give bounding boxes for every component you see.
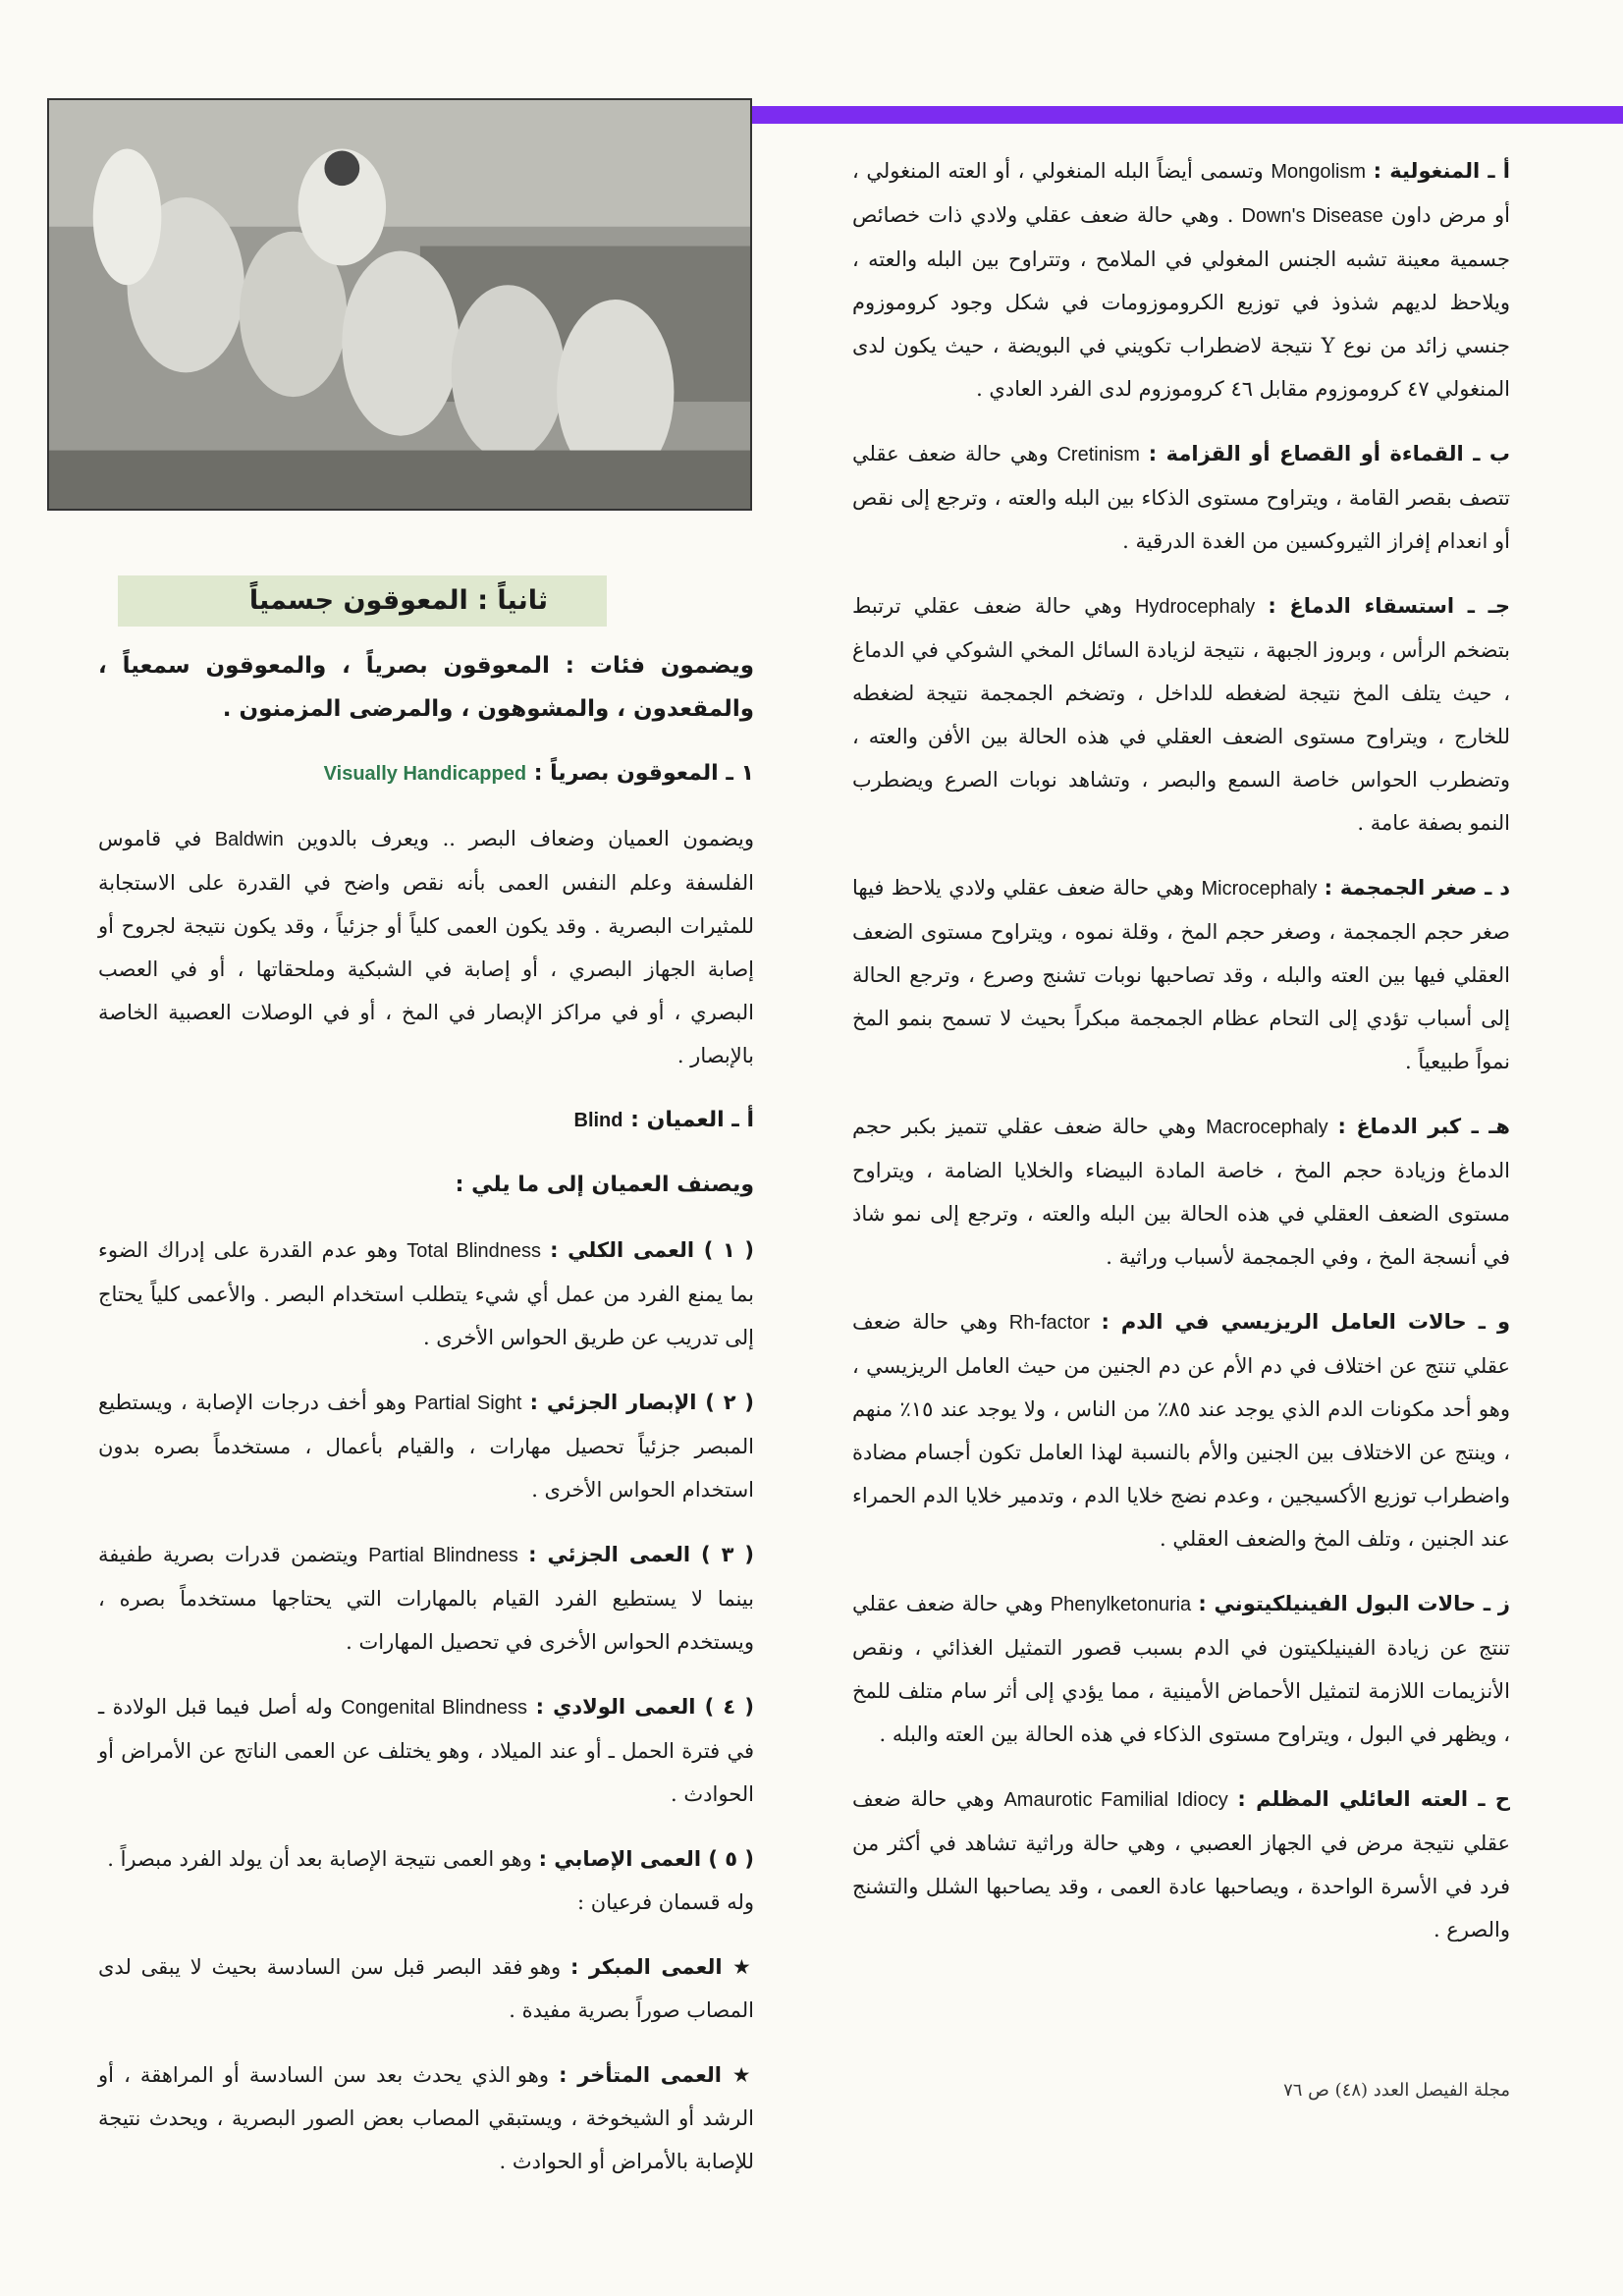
section-banner: ثانياً : المعوقون جسمياً [118, 575, 607, 627]
text-partial-sight: وهو أخف درجات الإصابة ، ويستطيع المبصر جزئياً تحصيل مهارات ، والقيام بأعمال ، مستخدماً بصره بدون استخدام الحواس الأخرى . [98, 1391, 754, 1502]
classroom-photo [47, 98, 752, 511]
heading-cretinism: ب ـ القماءة أو القصاع أو القزامة : [1148, 442, 1510, 465]
text-phenylketonuria: وهي حالة ضعف عقلي تنتج عن زيادة الفينيلكيتون في الدم بسبب قصور التمثيل الغذائي ، ونقص الأنزيمات اللازمة لتمثيل الأحماض الأمينية ، مما يؤدي إلى أثر سام متلف للمخ ، ويظهر في البول ، ويتراوح مستوى الذكاء في هذه الحالة بين العته والبله . [852, 1592, 1510, 1746]
term-downs-disease: Down's Disease [1241, 205, 1383, 227]
subheading-blind [98, 1099, 754, 1142]
section-intro: ويضمون فئات : المعوقون بصرياً ، والمعوقون سمعياً ، والمقعدون ، والمشوهون ، والمرضى المزمنون . [98, 653, 754, 722]
item-early-blindness [98, 1945, 754, 2032]
paragraph-amaurotic-idiocy [852, 1777, 1510, 1951]
item-partial-sight [98, 1381, 754, 1511]
heading-microcephaly: د ـ صغر الجمجمة : [1324, 876, 1510, 900]
right-column [852, 149, 1510, 1973]
label-injury-blindness: ( ٥ ) العمى الإصابي : [538, 1847, 754, 1871]
label-partial-sight: ( ٢ ) الإبصار الجزئي : [529, 1391, 754, 1414]
branches-text: وله قسمان فرعيان : [577, 1890, 754, 1914]
classify-heading: ويصنف العميان إلى ما يلي : [455, 1173, 754, 1197]
paragraph-hydrocephaly [852, 584, 1510, 845]
heading-rh-factor: و ـ حالات العامل الريزيسي في الدم : [1101, 1310, 1510, 1334]
blind-label: أ ـ العميان : [630, 1108, 754, 1132]
heading-mongolism: أ ـ المنغولية : [1373, 159, 1511, 183]
term-congenital-blindness: Congenital Blindness [341, 1697, 528, 1719]
text-early-blindness: وهو فقد البصر قبل سن السادسة بحيث لا يبقى لدى المصاب صوراً بصرية مفيدة . [98, 1955, 754, 2022]
heading-amaurotic-idiocy: ح ـ العته العائلي المظلم : [1237, 1787, 1511, 1811]
term-macrocephaly: Macrocephaly [1206, 1117, 1328, 1138]
heading-phenylketonuria: ز ـ حالات البول الفينيلكيتوني : [1198, 1592, 1510, 1615]
visual-label: ١ ـ المعوقون بصرياً : [533, 761, 754, 786]
text-microcephaly: وهي حالة ضعف عقلي ولادي يلاحظ فيها صغر حجم الجمجمة ، وصغر حجم المخ ، وقلة نموه ، ويتراوح مستوى الضعف العقلي فيها بين العته والبله ، وقد تصاحبها نوبات تشنج وصرع ، وترجع الحالة إلى أسباب تؤدي إلى التحام عظام الجمجمة مبكراً بحيث لا تسمح بنمو المخ نمواً طبيعياً . [852, 876, 1510, 1073]
text-macrocephaly: وهي حالة ضعف عقلي تتميز بكبر حجم الدماغ وزيادة حجم المخ ، خاصة المادة البيضاء والخلايا الضامة ، ويتراوح مستوى الضعف العقلي في هذه الحالة بين البله والعته ، وترجع إلى نمو شاذ في أنسجة المخ ، وفي الجمجمة لأسباب وراثية . [852, 1115, 1510, 1269]
item-late-blindness [98, 2053, 754, 2183]
text-congenital-blindness: وله أصل فيما قبل الولادة ـ في فترة الحمل ـ أو عند الميلاد ، وهو يختلف عن العمى الناتج عن الأمراض أو الحوادث . [98, 1695, 754, 1806]
paragraph-macrocephaly [852, 1105, 1510, 1279]
term-visually-handicapped: Visually Handicapped [323, 763, 527, 785]
top-accent-bar [752, 106, 1623, 124]
text-late-blindness: وهو الذي يحدث بعد سن السادسة أو المراهقة ، أو الرشد أو الشيخوخة ، ويستبقي المصاب بعض الصور البصرية ، ويحدث نتيجة للإصابة بالأمراض أو الحوادث . [98, 2063, 754, 2173]
term-baldwin: Baldwin [214, 829, 284, 850]
text-rh-factor: وهي حالة ضعف عقلي تنتج عن اختلاف في دم الأم عن دم الجنين من حيث العامل الريزيسي ، وهو أحد مكونات الدم الذي يوجد عند ٨٥٪ من الناس ، ولا يوجد عند ١٥٪ منهم ، وينتج عن الاختلاف بين الجنين والأم بالنسبة لهذا العامل تكون أجسام مضادة واضطراب توزيع الأكسيجين ، وعدم نضج خلايا الدم ، وتدمير خلايا الدم الحمراء عند الجنين ، وتلف المخ والضعف العقلي . [852, 1310, 1510, 1551]
term-mongolism: Mongolism [1271, 161, 1367, 183]
item-injury-blindness [98, 1837, 754, 1924]
term-microcephaly: Microcephaly [1201, 878, 1318, 900]
left-column [98, 575, 754, 2205]
term-rh-factor: Rh-factor [1008, 1312, 1090, 1334]
label-congenital-blindness: ( ٤ ) العمى الولادي : [535, 1695, 754, 1719]
label-total-blindness: ( ١ ) العمى الكلي : [550, 1238, 754, 1262]
text-cretinism: وهي حالة ضعف عقلي تتصف بقصر القامة ، ويتراوح مستوى الذكاء بين البله والعته ، وترجع إلى نقص أو انعدام إفراز الثيروكسين من الغدة الدرقية . [852, 442, 1510, 553]
paragraph-rh-factor [852, 1300, 1510, 1560]
subheading-visual [98, 752, 754, 795]
paragraph-microcephaly [852, 866, 1510, 1083]
item-partial-blindness [98, 1533, 754, 1664]
paragraph-cretinism [852, 432, 1510, 563]
text-total-blindness: وهو عدم القدرة على إدراك الضوء بما يمنع الفرد من عمل أي شيء يتطلب استخدام البصر . والأعمى كلياً يحتاج إلى تدريب عن طريق الحواس الأخرى . [98, 1238, 754, 1349]
visual-text-a: ويضمون العميان وضعاف البصر .. ويعرف بالدوين [297, 827, 754, 850]
term-amaurotic-idiocy: Amaurotic Familial Idiocy [1003, 1789, 1228, 1811]
term-blind: Blind [573, 1110, 623, 1131]
text-partial-blindness: ويتضمن قدرات بصرية طفيفة بينما لا يستطيع الفرد القيام بالمهارات التي يحتاجها مستخدماً بصره ، ويستخدم الحواس الأخرى في تحصيل المهارات . [98, 1543, 754, 1654]
heading-macrocephaly: هـ ـ كبر الدماغ : [1337, 1115, 1510, 1138]
text-mongolism-a: وتسمى أيضاً البله المنغولي ، أو العته المنغولي ، أو مرض داون [852, 159, 1510, 227]
item-total-blindness [98, 1229, 754, 1359]
visual-text-b: في قاموس الفلسفة وعلم النفس العمى بأنه نقص واضح في القدرة على الاستجابة للمثيرات البصرية . وقد يكون العمى كلياً أو جزئياً ، وقد يكون نتيجة لجروح أو إصابة الجهاز البصري ، أو إصابة في الشبكية وملحقاتها ، أو في العصب البصري ، أو في مراكز الإبصار في المخ ، أو في الوصلات العصبية الخاصة بالإبصار . [98, 827, 754, 1067]
text-hydrocephaly: وهي حالة ضعف عقلي ترتبط بتضخم الرأس ، وبروز الجبهة ، نتيجة لزيادة السائل المخي الشوكي في الدماغ ، حيث يتلف المخ نتيجة لضغطه للداخل ، وتضخم الجمجمة نتيجة لضغطه للخارج ، ويتراوح مستوى الضعف العقلي في هذه الحالة بين الأفن والعته ، وتضطرب الحواس خاصة السمع والبصر ، وتشاهد نوبات الصرع ويضطرب النمو بصفة عامة . [852, 594, 1510, 835]
text-mongolism-b: . وهي حالة ضعف عقلي ولادي ذات خصائص جسمية معينة تشبه الجنس المغولي في الملامح ، وتتراوح بين البله والعته ، ويلاحظ لديهم شذوذ في توزيع الكروموزومات في شكل وجود كروموزوم جنسي زائد من نوع Y نتيجة لاضطراب تكويني في البويضة ، حيث يكون لدى المنغولي ٤٧ كروموزوم مقابل ٤٦ كروموزوم لدى الفرد العادي . [852, 203, 1510, 401]
item-congenital-blindness [98, 1685, 754, 1816]
paragraph-phenylketonuria [852, 1582, 1510, 1756]
label-early-blindness: ★ العمى المبكر : [570, 1955, 754, 1979]
label-late-blindness: ★ العمى المتأخر : [559, 2063, 754, 2087]
text-injury-blindness: وهو العمى نتيجة الإصابة بعد أن يولد الفرد مبصراً . [107, 1847, 532, 1871]
paragraph-mongolism [852, 149, 1510, 410]
term-cretinism: Cretinism [1056, 444, 1140, 465]
term-partial-blindness: Partial Blindness [368, 1545, 518, 1566]
paragraph-visual [98, 817, 754, 1077]
label-partial-blindness: ( ٣ ) العمى الجزئي : [528, 1543, 754, 1566]
heading-hydrocephaly: جـ ـ استسقاء الدماغ : [1268, 594, 1510, 618]
page-footer: مجلة الفيصل العدد (٤٨) ص ٧٦ [1283, 2080, 1510, 2101]
term-partial-sight: Partial Sight [414, 1393, 522, 1414]
term-phenylketonuria: Phenylketonuria [1050, 1594, 1192, 1615]
text-amaurotic-idiocy: وهي حالة ضعف عقلي نتيجة مرض في الجهاز العصبي ، وهي حالة وراثية تشاهد في أكثر من فرد في الأسرة الواحدة ، ويصاحبها عادة العمى ، وقد يصاحبها الشلل والتشنج والصرع . [852, 1787, 1510, 1941]
term-total-blindness: Total Blindness [406, 1240, 542, 1262]
term-hydrocephaly: Hydrocephaly [1134, 596, 1256, 618]
